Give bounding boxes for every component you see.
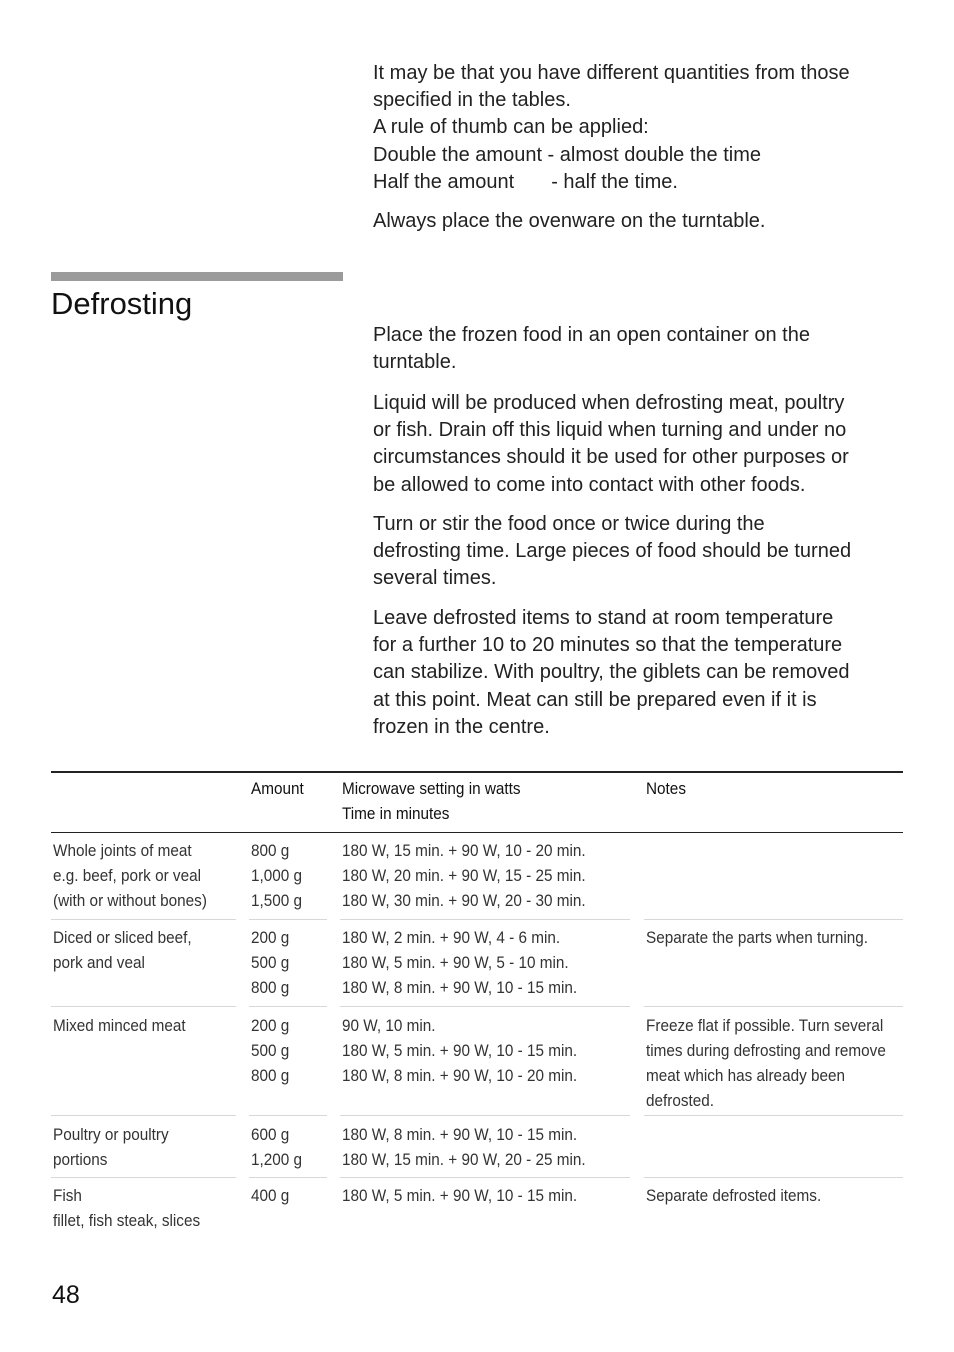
paragraph-line: frozen in the centre. — [373, 715, 550, 738]
amount-line: 800 g — [251, 841, 290, 860]
setting-line: 180 W, 8 min. + 90 W, 10 - 20 min. — [342, 1066, 578, 1085]
header-setting — [342, 777, 521, 826]
row-separator — [340, 1177, 630, 1178]
food-line: Mixed minced meat — [53, 1016, 186, 1035]
paragraph-turn — [373, 511, 913, 593]
amount-cell — [251, 1183, 289, 1208]
row-separator — [644, 1115, 903, 1116]
setting-line: 180 W, 8 min. + 90 W, 10 - 15 min. — [342, 978, 578, 997]
page-number: 48 — [52, 1281, 80, 1309]
row-separator — [249, 1006, 327, 1007]
setting-cell — [342, 838, 586, 913]
row-separator — [51, 1006, 236, 1007]
food-cell — [53, 1013, 186, 1038]
intro-line: A rule of thumb can be applied: — [373, 116, 649, 139]
food-line: Diced or sliced beef, — [53, 928, 192, 947]
notes-cell — [646, 925, 868, 950]
notes-line: defrosted. — [646, 1091, 715, 1110]
amount-cell — [251, 1013, 289, 1088]
setting-line: 180 W, 8 min. + 90 W, 10 - 15 min. — [342, 1125, 578, 1144]
setting-cell — [342, 1013, 577, 1088]
row-separator — [249, 919, 327, 920]
food-line: Poultry or poultry — [53, 1125, 169, 1144]
paragraph-line: be allowed to come into contact with other foods. — [373, 473, 806, 496]
header-setting-line2: Time in minutes — [342, 803, 450, 823]
paragraph-liquid — [373, 390, 913, 499]
setting-line: 180 W, 5 min. + 90 W, 10 - 15 min. — [342, 1186, 578, 1205]
amount-line: 1,000 g — [251, 866, 303, 885]
notes-cell — [646, 1013, 886, 1113]
table-header-rule — [51, 832, 903, 833]
intro-paragraph — [373, 60, 913, 196]
setting-line: 180 W, 2 min. + 90 W, 4 - 6 min. — [342, 928, 561, 947]
section-rule — [51, 272, 343, 281]
half-time-value: - half the time. — [551, 170, 678, 193]
food-cell — [53, 1122, 169, 1172]
section-title: Defrosting — [51, 286, 193, 321]
paragraph-stand — [373, 605, 913, 741]
food-line: (with or without bones) — [53, 891, 207, 910]
food-cell — [53, 925, 192, 975]
setting-line: 180 W, 15 min. + 90 W, 10 - 20 min. — [342, 841, 586, 860]
amount-line: 200 g — [251, 928, 290, 947]
row-separator — [340, 1115, 630, 1116]
paragraph-line: Turn or stir the food once or twice during the — [373, 513, 765, 535]
paragraph-line: circumstances should it be used for other purposes or — [373, 446, 849, 469]
row-separator — [340, 1006, 630, 1007]
amount-line: 800 g — [251, 1066, 290, 1085]
setting-line: 180 W, 30 min. + 90 W, 20 - 30 min. — [342, 891, 586, 910]
header-notes: Notes — [646, 779, 686, 798]
intro-line: It may be that you have different quantities from those — [373, 62, 850, 84]
paragraph-line: several times. — [373, 567, 497, 590]
intro-line: Double the amount - almost double the time — [373, 143, 761, 166]
row-separator — [249, 1177, 327, 1178]
amount-line: 800 g — [251, 978, 290, 997]
food-line: Fish — [53, 1186, 82, 1205]
setting-cell — [342, 1183, 577, 1208]
setting-line: 90 W, 10 min. — [342, 1016, 436, 1035]
paragraph-line: at this point. Meat can still be prepared even if it is — [373, 688, 817, 711]
notes-cell — [646, 1183, 821, 1208]
food-line: portions — [53, 1150, 108, 1169]
setting-cell — [342, 1122, 586, 1172]
row-separator — [644, 1006, 903, 1007]
food-cell — [53, 838, 207, 913]
row-separator — [51, 1177, 236, 1178]
notes-line: Separate defrosted items. — [646, 1186, 822, 1205]
row-separator — [644, 1177, 903, 1178]
amount-line: 500 g — [251, 1041, 290, 1060]
intro-line: specified in the tables. — [373, 89, 571, 112]
paragraph-line: turntable. — [373, 351, 457, 374]
paragraph-line: for a further 10 to 20 minutes so that the temperature — [373, 634, 843, 657]
amount-line: 400 g — [251, 1186, 290, 1205]
setting-line: 180 W, 15 min. + 90 W, 20 - 25 min. — [342, 1150, 586, 1169]
ovenware-line: Always place the ovenware on the turntable. — [373, 210, 766, 232]
paragraph-line: can stabilize. With poultry, the giblets can be removed — [373, 661, 850, 684]
setting-line: 180 W, 5 min. + 90 W, 5 - 10 min. — [342, 953, 569, 972]
paragraph-line: Place the frozen food in an open container on the — [373, 324, 810, 346]
food-cell — [53, 1183, 200, 1233]
food-line: pork and veal — [53, 953, 145, 972]
amount-line: 200 g — [251, 1016, 290, 1035]
amount-cell — [251, 1122, 302, 1172]
notes-line: times during defrosting and remove — [646, 1041, 886, 1060]
row-separator — [51, 919, 236, 920]
paragraph-line: defrosting time. Large pieces of food should be turned — [373, 540, 852, 563]
setting-line: 180 W, 5 min. + 90 W, 10 - 15 min. — [342, 1041, 578, 1060]
row-separator — [644, 919, 903, 920]
food-line: Whole joints of meat — [53, 841, 192, 860]
notes-line: meat which has already been — [646, 1066, 846, 1085]
setting-cell — [342, 925, 577, 1000]
header-amount: Amount — [251, 779, 304, 798]
table-top-rule — [51, 771, 903, 773]
amount-line: 600 g — [251, 1125, 290, 1144]
ovenware-note — [373, 208, 913, 235]
row-separator — [340, 919, 630, 920]
amount-cell — [251, 838, 302, 913]
food-line: e.g. beef, pork or veal — [53, 866, 201, 885]
notes-line: Freeze flat if possible. Turn several — [646, 1016, 884, 1035]
paragraph-line: Liquid will be produced when defrosting meat, poultry — [373, 392, 845, 414]
notes-line: Separate the parts when turning. — [646, 928, 869, 947]
half-amount-label: Half the amount — [373, 170, 515, 193]
paragraph-container — [373, 322, 913, 376]
row-separator — [51, 1115, 236, 1116]
amount-line: 500 g — [251, 953, 290, 972]
paragraph-line: Leave defrosted items to stand at room temperature — [373, 607, 834, 629]
header-setting-line1: Microwave setting in watts — [342, 779, 521, 798]
intro-half-line — [373, 169, 913, 196]
amount-cell — [251, 925, 289, 1000]
food-line: fillet, fish steak, slices — [53, 1211, 201, 1230]
paragraph-line: or fish. Drain off this liquid when turning and under no — [373, 419, 847, 442]
amount-line: 1,200 g — [251, 1150, 303, 1169]
setting-line: 180 W, 20 min. + 90 W, 15 - 25 min. — [342, 866, 586, 885]
amount-line: 1,500 g — [251, 891, 303, 910]
row-separator — [249, 1115, 327, 1116]
